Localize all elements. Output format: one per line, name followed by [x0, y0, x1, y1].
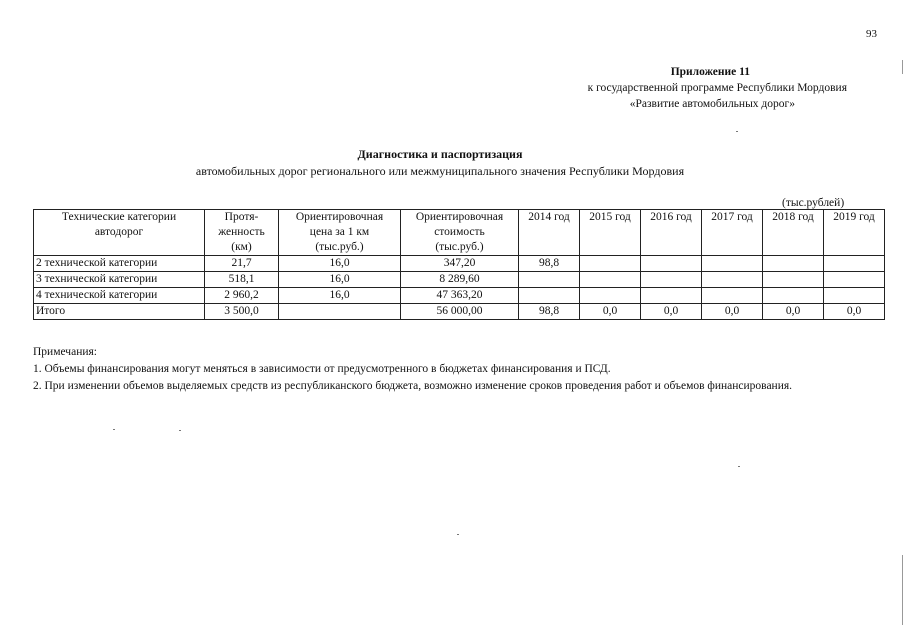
table-cell	[702, 288, 763, 304]
header-line: стоимость	[434, 226, 485, 238]
document-subtitle: автомобильных дорог регионального или межмуниципального значения Республики Мордовия	[195, 164, 685, 178]
scan-speck	[457, 534, 459, 535]
table-cell	[519, 272, 580, 288]
notes-heading: Примечания:	[33, 346, 97, 358]
header-line: цена за 1 км	[309, 226, 370, 238]
table-header-cell	[824, 210, 885, 256]
appendix-program-name: «Развитие автомобильных дорог»	[629, 98, 795, 110]
table-row	[34, 304, 885, 320]
table-cell: 2 960,2	[205, 288, 279, 304]
table-cell: 47 363,20	[401, 288, 519, 304]
table-row	[34, 288, 885, 304]
table-cell	[763, 288, 824, 304]
table-cell: 98,8	[519, 304, 580, 320]
table-cell: 3 500,0	[205, 304, 279, 320]
table-cell: 518,1	[205, 272, 279, 288]
row-label-cell: 4 технической категории	[34, 288, 205, 304]
header-line: Протя-	[224, 211, 259, 223]
table-cell	[580, 272, 641, 288]
appendix-program: к государственной программе Республики Мордовия	[587, 82, 847, 94]
scan-speck	[113, 429, 115, 430]
table-cell	[702, 272, 763, 288]
table-cell	[641, 256, 702, 272]
header-line: Ориентировочная	[295, 211, 384, 223]
document-heading	[0, 146, 880, 180]
row-label-cell: 3 технической категории	[34, 272, 205, 288]
table-cell: 0,0	[641, 304, 702, 320]
note-item: 2. При изменении объемов выделяемых средств из республиканского бюджета, возможно изменение сроков проведения работ и объемов финансирования.	[33, 380, 793, 392]
financing-table	[33, 209, 885, 320]
table-cell: 56 000,00	[401, 304, 519, 320]
table-header-row	[34, 210, 885, 256]
row-label-cell: 2 технической категории	[34, 256, 205, 272]
table-row	[34, 272, 885, 288]
table-header-cell	[580, 210, 641, 256]
table-header-cell	[205, 210, 279, 256]
header-line: 2018 год	[772, 211, 814, 223]
table-cell	[824, 288, 885, 304]
header-line: 2014 год	[528, 211, 570, 223]
table-cell	[824, 272, 885, 288]
header-line: (км)	[231, 241, 252, 253]
table-cell	[763, 256, 824, 272]
table-header-cell	[401, 210, 519, 256]
table-cell: 0,0	[702, 304, 763, 320]
header-line: (тыс.руб.)	[435, 241, 484, 253]
table-cell	[580, 288, 641, 304]
scan-speck	[179, 430, 181, 431]
table-cell	[702, 256, 763, 272]
scan-speck	[738, 466, 740, 467]
table-cell	[763, 272, 824, 288]
table-header-cell	[519, 210, 580, 256]
table-row	[34, 256, 885, 272]
table-header-cell	[641, 210, 702, 256]
scan-speck	[736, 131, 738, 132]
table-cell: 16,0	[279, 256, 401, 272]
header-line: автодорог	[94, 226, 144, 238]
table-cell	[279, 304, 401, 320]
table-cell	[519, 288, 580, 304]
header-line: Ориентировочная	[415, 211, 504, 223]
table-header-cell	[763, 210, 824, 256]
table-cell: 0,0	[824, 304, 885, 320]
header-line: 2016 год	[650, 211, 692, 223]
table-header-cell	[34, 210, 205, 256]
header-line: Технические категории	[61, 211, 177, 223]
table-cell: 8 289,60	[401, 272, 519, 288]
header-line: 2015 год	[589, 211, 631, 223]
row-label-cell: Итого	[34, 304, 205, 320]
table-cell: 0,0	[763, 304, 824, 320]
table-cell: 16,0	[279, 272, 401, 288]
header-line: 2019 год	[833, 211, 875, 223]
table-header-cell	[702, 210, 763, 256]
table-header-cell	[279, 210, 401, 256]
table-cell: 0,0	[580, 304, 641, 320]
page-number: 93	[866, 28, 877, 40]
table-cell: 347,20	[401, 256, 519, 272]
note-item: 1. Объемы финансирования могут меняться в зависимости от предусмотренного в бюджетах финансирования и ПСД.	[33, 363, 611, 375]
header-line: (тыс.руб.)	[315, 241, 364, 253]
table-cell	[641, 272, 702, 288]
appendix-title: Приложение 11	[670, 66, 750, 78]
header-line: 2017 год	[711, 211, 753, 223]
table-cell: 21,7	[205, 256, 279, 272]
table-body	[34, 256, 885, 320]
table-cell	[641, 288, 702, 304]
appendix-block	[588, 64, 847, 112]
header-line: женность	[218, 226, 265, 238]
units-label: (тыс.рублей)	[782, 197, 845, 209]
table-cell	[824, 256, 885, 272]
scan-edge-mark	[902, 60, 903, 74]
notes	[33, 344, 792, 395]
scan-edge-mark	[902, 555, 903, 625]
document-title: Диагностика и паспортизация	[357, 147, 523, 161]
table-cell: 16,0	[279, 288, 401, 304]
table-cell: 98,8	[519, 256, 580, 272]
table-cell	[580, 256, 641, 272]
